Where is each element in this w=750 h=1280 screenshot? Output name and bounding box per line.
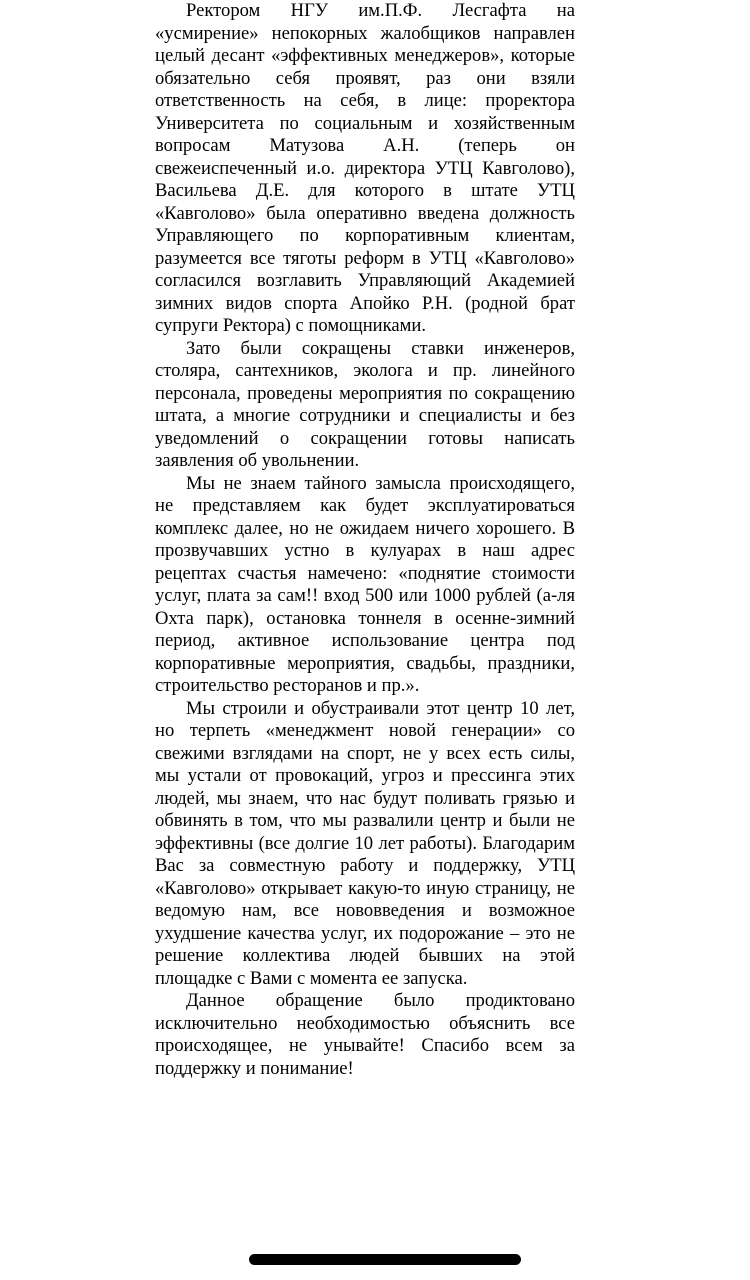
paragraph: Ректором НГУ им.П.Ф. Лесгафта на «усмирение» непокорных жалобщиков направлен целый десант «эффективных менеджеров», которые обязательно себя проявят, раз они взяли ответственность на себя, в лице: проректора Университета по социальным и хозяйственным вопросам Матузова А.Н. (теперь он свежеиспеченный и.о. директора УТЦ Кавголово), Васильева Д.Е. для которого в штате УТЦ «Кавголово» была оперативно введена должность Управляющего по корпоративным клиентам, разумеется все тяготы реформ в УТЦ «Кавголово» согласился возглавить Управляющий Академией зимних видов спорта Апойко Р.Н. (родной брат супруги Ректора) с помощниками. [155, 0, 575, 336]
paragraph: Мы строили и обустраивали этот центр 10 лет, но терпеть «менеджмент новой генерации» со свежими взглядами на спорт, не у всех есть силы, мы устали от провокаций, угроз и прессинга этих людей, мы знаем, что нас будут поливать грязью и обвинять в том, что мы развалили центр и были не эффективны (все долгие 10 лет работы). Благодарим Вас за совместную работу и поддержку, УТЦ «Кавголово» открывает какую-то иную страницу, не ведомую нам, все нововведения и возможное ухудшение качества услуг, их подорожание – это не решение коллектива людей бывших на этой площадке с Вами с момента ее запуска. [155, 697, 575, 989]
paragraph: Данное обращение было продиктовано исключительно необходимостью объяснить все происходящее, не унывайте! Спасибо всем за поддержку и понимание! [155, 990, 575, 1079]
home-indicator[interactable] [249, 1254, 521, 1265]
document-body [155, 0, 575, 1080]
paragraph: Зато были сокращены ставки инженеров, столяра, сантехников, эколога и пр. линейного персонала, проведены мероприятия по сокращению штата, а многие сотрудники и специалисты и без уведомлений о сокращении готовы написать заявления об увольнении. [155, 337, 575, 471]
paragraph: Мы не знаем тайного замысла происходящего, не представляем как будет эксплуатироваться комплекс далее, но не ожидаем ничего хорошего. В прозвучавших устно в кулуарах в наш адрес рецептах счастья намечено: «поднятие стоимости услуг, плата за сам!! вход 500 или 1000 рублей (а-ля Охта парк), остановка тоннеля в осенне-зимний период, активное использование центра под корпоративные мероприятия, свадьбы, праздники, строительство ресторанов и пр.». [155, 472, 575, 696]
